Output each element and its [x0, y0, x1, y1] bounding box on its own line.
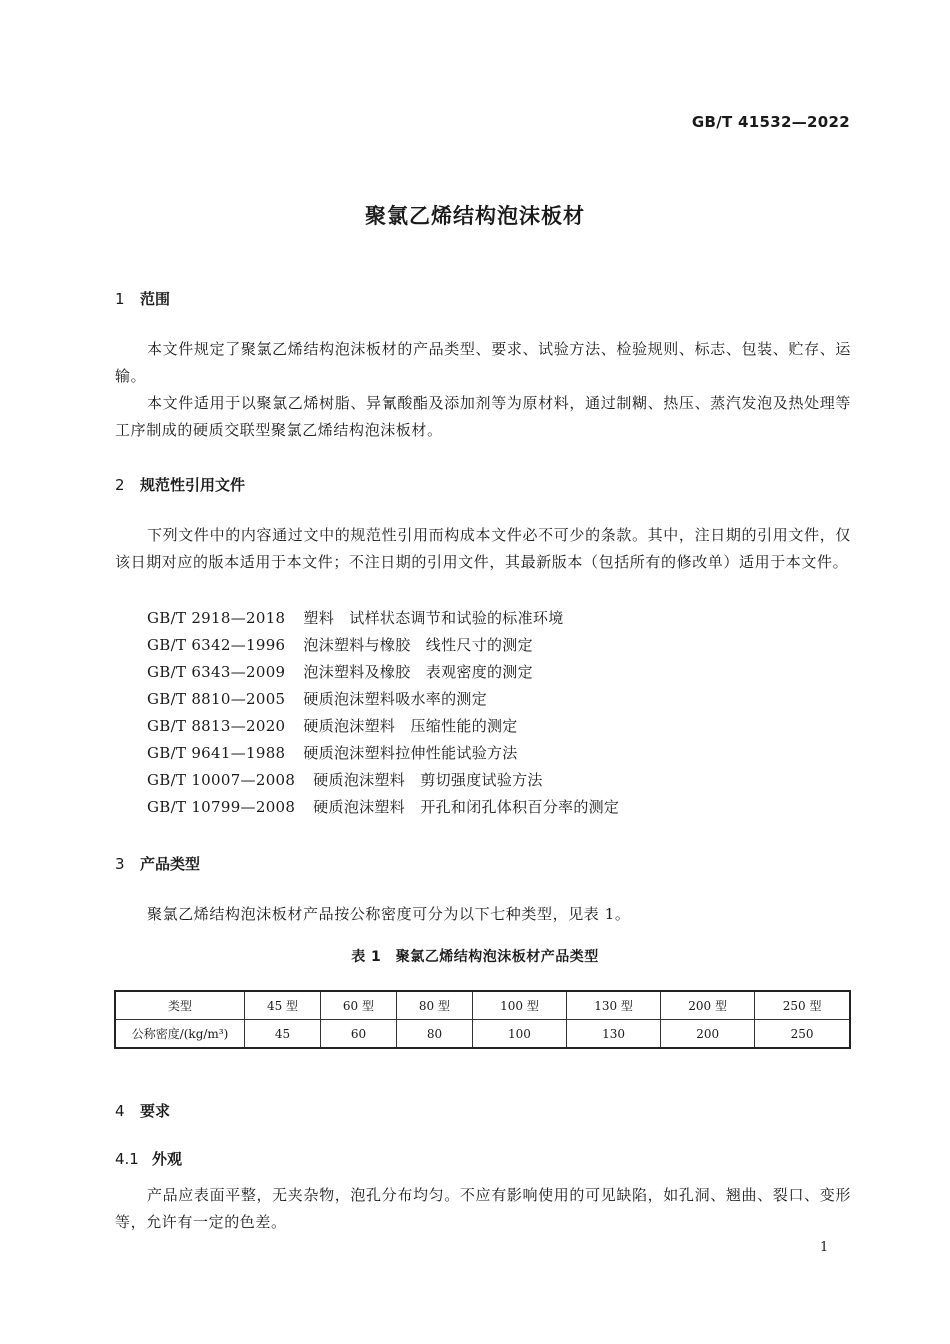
- reference-item: [147, 634, 533, 655]
- section-number: 4.1: [115, 1150, 139, 1168]
- table-cell: 60: [320, 1020, 396, 1049]
- reference-title: 硬质泡沫塑料吸水率的测定: [303, 690, 487, 708]
- row-header: 类型: [115, 991, 245, 1020]
- section-title: 规范性引用文件: [140, 476, 246, 494]
- document-title: 聚氯乙烯结构泡沫板材: [365, 204, 585, 228]
- section-number: 4: [115, 1102, 125, 1120]
- section-1-heading: [115, 288, 170, 309]
- section-4-1-heading: [115, 1148, 182, 1169]
- section-number: 1: [115, 290, 125, 308]
- reference-code: GB/T 6342—1996: [147, 636, 286, 654]
- section-title: 产品类型: [140, 855, 201, 873]
- reference-code: GB/T 8813—2020: [147, 717, 286, 735]
- table-cell: 60 型: [320, 991, 396, 1020]
- reference-code: GB/T 9641—1988: [147, 744, 286, 762]
- product-types-table: [114, 990, 851, 1049]
- table-row: [115, 1020, 850, 1049]
- reference-code: GB/T 8810—2005: [147, 690, 286, 708]
- standard-number: GB/T 41532—2022: [691, 113, 850, 131]
- section-title: 范围: [140, 290, 171, 308]
- reference-item: [147, 796, 619, 817]
- reference-item: [147, 607, 564, 628]
- reference-title: 硬质泡沫塑料 剪切强度试验方法: [313, 771, 543, 789]
- section-number: 2: [115, 476, 125, 494]
- scope-paragraph-1: 本文件规定了聚氯乙烯结构泡沫板材的产品类型、要求、试验方法、检验规则、标志、包装、贮存、运输。: [115, 340, 851, 385]
- section-title: 要求: [140, 1102, 171, 1120]
- table-cell: 130: [567, 1020, 661, 1049]
- reference-item: [147, 769, 543, 790]
- table-cell: 80: [396, 1020, 472, 1049]
- reference-item: [147, 715, 518, 736]
- section-number: 3: [115, 855, 125, 873]
- reference-code: GB/T 10007—2008: [147, 771, 296, 789]
- reference-title: 硬质泡沫塑料拉伸性能试验方法: [303, 744, 518, 762]
- section-3-heading: [115, 853, 200, 874]
- table-caption: 表 1 聚氯乙烯结构泡沫板材产品类型: [351, 949, 599, 965]
- reference-code: GB/T 2918—2018: [147, 609, 286, 627]
- table-cell: 100 型: [472, 991, 566, 1020]
- reference-item: [147, 742, 518, 763]
- table-row: [115, 991, 850, 1020]
- table-cell: 80 型: [396, 991, 472, 1020]
- reference-title: 硬质泡沫塑料 开孔和闭孔体积百分率的测定: [313, 798, 620, 816]
- reference-item: [147, 688, 487, 709]
- table-cell: 100: [472, 1020, 566, 1049]
- section-2-heading: [115, 474, 245, 495]
- reference-code: GB/T 6343—2009: [147, 663, 286, 681]
- scope-paragraph-2: 本文件适用于以聚氯乙烯树脂、异氰酸酯及添加剂等为原材料，通过制糊、热压、蒸汽发泡及热处理等工序制成的硬质交联型聚氯乙烯结构泡沫板材。: [115, 394, 851, 439]
- product-types-paragraph: 聚氯乙烯结构泡沫板材产品按公称密度可分为以下七种类型，见表 1。: [147, 905, 631, 923]
- table-cell: 250: [755, 1020, 850, 1049]
- reference-title: 泡沫塑料与橡胶 线性尺寸的测定: [303, 636, 533, 654]
- table-cell: 45 型: [245, 991, 321, 1020]
- table-cell: 200 型: [661, 991, 755, 1020]
- table-cell: 130 型: [567, 991, 661, 1020]
- row-header: 公称密度/(kg/m³): [115, 1020, 245, 1049]
- appearance-paragraph: 产品应表面平整，无夹杂物，泡孔分布均匀。不应有影响使用的可见缺陷，如孔洞、翘曲、裂口、变形等，允许有一定的色差。: [115, 1186, 851, 1231]
- table-cell: 45: [245, 1020, 321, 1049]
- reference-title: 硬质泡沫塑料 压缩性能的测定: [303, 717, 518, 735]
- page-number: 1: [820, 1240, 829, 1255]
- reference-title: 塑料 试样状态调节和试验的标准环境: [303, 609, 564, 627]
- section-4-heading: [115, 1100, 170, 1121]
- reference-item: [147, 661, 533, 682]
- references-intro: 下列文件中的内容通过文中的规范性引用而构成本文件必不可少的条款。其中，注日期的引用文件，仅该日期对应的版本适用于本文件；不注日期的引用文件，其最新版本（包括所有的修改单）适用于本文件。: [115, 526, 851, 571]
- reference-code: GB/T 10799—2008: [147, 798, 296, 816]
- table-cell: 200: [661, 1020, 755, 1049]
- reference-title: 泡沫塑料及橡胶 表观密度的测定: [303, 663, 533, 681]
- section-title: 外观: [152, 1150, 183, 1168]
- table-cell: 250 型: [755, 991, 850, 1020]
